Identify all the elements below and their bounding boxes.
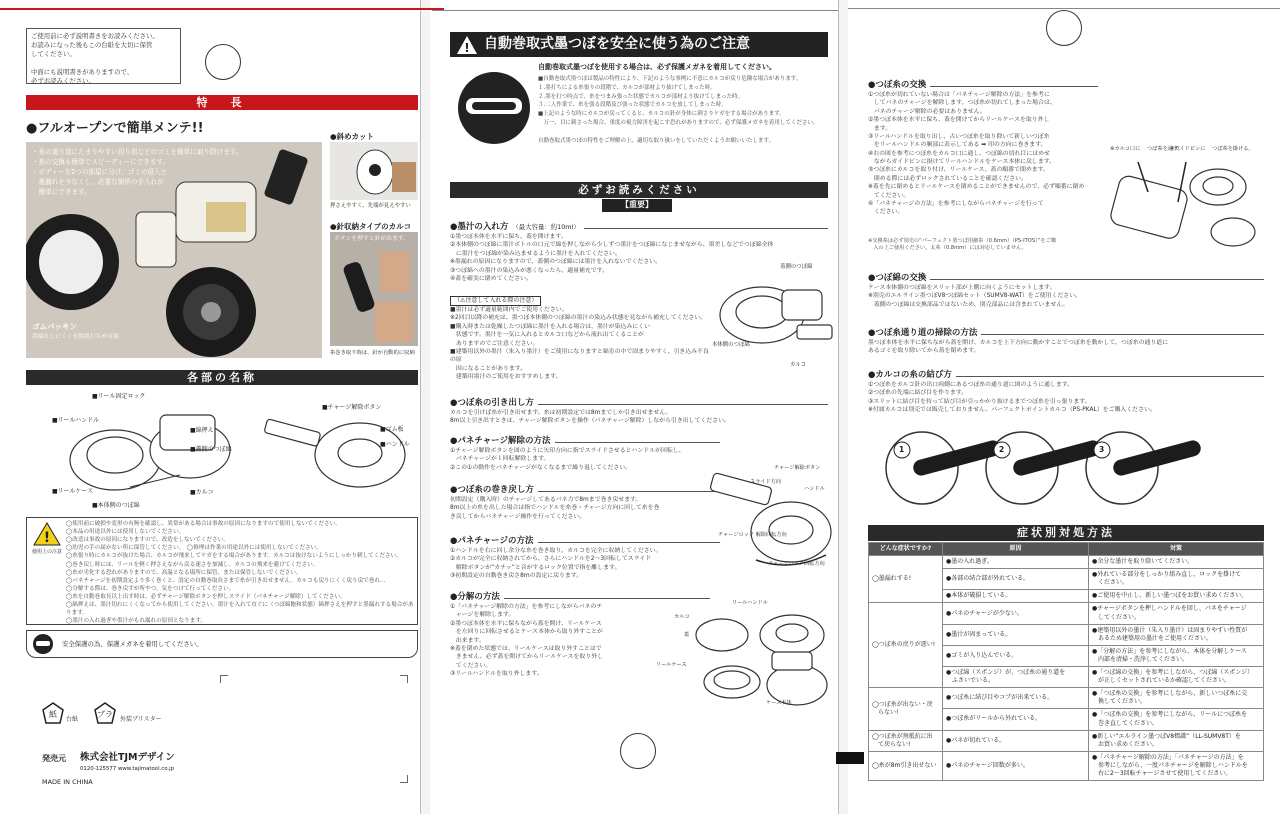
disassembly-diagram [682,600,832,710]
right-panel [848,0,1280,814]
s2-body: カルコを引けば糸が引き出せます。糸は初期設定では8mまでしか引き出せません。 8m以上引き出すときは、チャージ解除ボタンを操作（パネチャージ解除）しながら引き出してください。 [450,410,730,425]
part-label-handle: ■ハンドル [380,441,410,448]
important-label: 【重要】 [602,199,672,212]
r4-body: ①つぼ糸をカルコ針の出口両側にあるつぼ糸の通り道に図のように通します。 ②つぼ糸の先端に結び目を作ります。 ③スリットに結び目を持って結び目が引っかかり抜けるまでつぼ糸を引っ張ります。 ※付属カルコは別売では販売しておりません。パーフェクトポイントカルコ（PS-PKAL）をご購入ください。 [868,382,1156,414]
label-lid: 蓋 [684,632,690,638]
seller-name: 株式会社TJMデザイン [80,752,175,763]
s3-body: ①チャージ解除ボタンを図のように矢印方向に指でスライドさせるとハンドルが回転し、 パネチャージが１回転解除します。 ②この①の動作をパネチャージがなくなるまで繰り返してください。 [450,448,685,471]
part-label-karuko: ■カルコ [190,489,214,496]
s3-heading: ●パネチャージ解除の方法 [450,436,720,447]
middle-panel [432,0,848,814]
safety-title-bar [450,32,828,57]
label-karuko2: カルコ [674,614,690,620]
s6-body: ①「パネチャージ解除の方法」を参考にしながらパネのチ ャージを解除します。 ②墨つぼ本体を水平に保ちながら蓋を開け、リールケース を左回りに回転させるとケース本体から取り外すことが 出来ます。 ※蓋を閉めた状態では、リールケースは取り外すことはで きません。必ず蓋を開けてからリールケースを取り外し てください。 ③リールハンドルを取り外します。 [450,604,603,677]
label-charge-lock-rot: チャージロック回転方向 [768,561,825,567]
s5-heading: ●パネチャージの方法 [450,536,720,547]
features-header: 特 長 [26,95,418,110]
label-lid-wool: 蓋側のつぼ綿 [780,264,813,270]
feature-bullets: ・糸の通り道にたまりやすい切り屑などのゴミを簡単に取り除けます。 ・糸の交換も簡単でスピーディーにできます。 ・ボディーを2つの部屋に分け、ゴミの侵入と 墨漏れを少なくし、必要な箇所の手入れが 簡単にできます。 [32,148,243,196]
glasses-notice: 安全保護の為、保護メガネを着用してください。 [62,640,203,648]
rubber-packing-sub: 墨漏れしにくく長期墨打ちが可能 [32,334,119,340]
cause-cell: ●ゴミが入り込んでいる。 [943,645,1089,666]
label-karuko-thread: ※カルコ口に つぼ糸を通す。 [1110,146,1184,152]
parts-header: 各部の名称 [26,370,418,385]
needle-note: 糸巻き取り時は、針が自動的に収納 [330,350,415,356]
trouble-table-header [869,543,1264,556]
trouble-header: 症状別対処方法 [868,525,1264,541]
fix-cell: ●「分解の方法」を参考にしながら、本体を分解しケース 内部を清掃・洗浄してください。 [1089,645,1264,666]
symptom-cell: ◯つぼ糸の戻りが悪い! [869,603,943,688]
diagonal-cut-photo [330,142,418,200]
table-row [869,688,1264,709]
s1-body: ①墨つぼ本体を水平に保ち、蓋を開けます。 ②本体側のつぼ綿に墨汁ボトルの口元で綿を押しながら少しずつ墨汁をつぼ綿になじませながら、墨差しなどでつぼ綿全体 に墨汁をつぼ綿が染み込ませるように墨汁を入れてください。 ※墨漏れの原因になりますので、蓋側のつぼ綿には墨汁を入れないでください。 ③つぼ綿への墨汁の染込みが悪くなったら、適量補充です。 ④蓋を確実に閉めてください。 [450,234,774,282]
middle-fold-edge [838,0,848,814]
fix-cell: ●余分な墨汁を取り除いてください。 [1089,556,1264,569]
table-row [869,730,1264,751]
label-case-body: ケース本体 [766,700,792,706]
s1-caution: ■墨汁は必ず適量範囲内でご使用ください。 ※2回目以降の補充は、墨つぼ本体側のつぼ綿の墨汁の染込み状態を見ながら補充してください。 ■購入時または乾燥したつぼ綿に墨汁を入れる場合は、墨汁が染込みにくい 状態です。墨汁を一気に入れるとカルコ口などから流れ出てくることが ありますのでご注意ください。 ■建築用以外の墨汁（朱入り墨汁）をご使用になりますと綿室の中で固まりやすく、引き込み不良の原 因になることがあります。 建築用墨汁のご使用をおすすめします。 [450,307,709,380]
s4-heading: ●つぼ糸の巻き戻し方 [450,485,720,496]
paper-recycle-icon [42,702,64,724]
symptom-cell: ◯つぼ糸が出ない・戻 らない! [869,688,943,730]
fix-cell: ●外れている部分をしっかり組み直し、ロックを掛けて ください。 [1089,569,1264,590]
cause-cell: ●各部の結合部が外れている。 [943,569,1089,590]
thread-replace-diagram [1108,162,1258,252]
label-reel-handle: リールハンドル [732,600,768,606]
plastic-recycle-icon [94,702,116,724]
fix-cell: ●新しい“エルライン墨つぼV8標識”（LL-SUMV8T）を お買い求めください。 [1089,730,1264,751]
top-left-dark-bar [0,8,444,10]
r4-heading: ●カルコの糸の結び方 [868,370,1264,381]
hanging-hole [205,44,241,80]
symptom-cell: ◯糸が8m引き出せない [869,751,943,780]
diagonal-cut-title: ●斜めカット [330,132,374,141]
made-in: MADE IN CHINA [42,778,93,786]
middle-top-line [432,10,838,11]
ink-diagram [712,270,836,370]
usage-notice-box: ご使用前に必ず説明書きをお読みください。 お読みになった後もこの台紙を大切に保管 してください。 中面にも説明書きがありますので、 必ずお読みください。 [26,28,181,84]
s1-heading: ●墨汁の入れ方 （最大容量：約10ml） [450,222,828,233]
label-handle: ハンドル [804,486,825,492]
r2-body: ケース本体側のつぼ綿をスリット部が上側に向くようにセットします。 ※別売のエルライン墨つぼV8つぼ綿セット（SUMV8-WAT）をご使用ください。 蓋側のつぼ綿は交換部品ではないため、別売部品には含まれていません。 [868,285,1081,308]
rubber-packing-label: ゴムパッキン [32,322,77,331]
fix-cell: ●ご使用を中止し、新しい墨つぼをお買い求めください。 [1089,590,1264,603]
label-body-wool: 本体側のつぼ綿 [712,342,750,348]
r3-body: 墨つぼ本体を水平に保ちながら蓋を開け、カルコを上下方向に動かすことでつぼ糸を動かして、つぼ糸の通り道に あるゴミを取り除いてから蓋を閉めます。 [868,340,1169,355]
s6-heading: ●分解の方法 [450,592,710,603]
mask-notice: 自動巻取式墨つぼを使用する場合は、必ず保護メガネを着用してください。 [538,63,776,71]
cause-cell: ●パネのチャージ回数が多い。 [943,751,1089,780]
cause-cell: ●墨の入れ過ぎ。 [943,556,1089,569]
warning-icon [32,522,62,556]
part-label-charge-release: ■チャージ解除ボタン [322,404,382,411]
registration-mark [836,752,864,764]
crop-mark [400,675,408,683]
warning-label: 使用上の注意 [32,549,63,556]
must-read-bar: 必ずお読みください [450,182,828,198]
needle-photo [330,232,418,346]
trouble-table-wrap [868,542,1264,781]
knot-step-3: 3 [1099,445,1105,454]
fix-cell: ●「つぼ綿の交換」を参考にしながら、つぼ綿（スポンジ） が正しくセットされているか確認してください。 [1089,667,1264,688]
seller-label: 発売元 [42,754,66,763]
hanging-hole [620,733,656,769]
crop-mark [400,775,408,783]
r3-heading: ●つぼ糸通り道の掃除の方法 [868,328,1264,339]
needle-illustration [330,232,418,346]
col-symptom: どんな症状ですか? [869,543,943,556]
cause-cell: ●つぼ綿（スポンジ）が、つぼ糸の通り道を ふさいでいる。 [943,667,1089,688]
left-panel [0,0,432,814]
diagonal-cut-illustration [330,142,418,200]
table-row [869,603,1264,624]
s5-body: ①ハンドルを右に回し余分な糸を巻き取り、カルコを完全に収納してください。 ②カルコが完全に収納されてから、さらにハンドルを2〜3回転してスライド 解除ボタンが“カチッ”と音がするロック位置で指を離します。 ③初期設定の自動巻き戻さ8mの設定に戻ります。 [450,548,662,580]
fix-cell: ●チャージボタンを押しハンドルを回し、パネをチャージ してください。 [1089,603,1264,624]
s1-caution-title: （⚠注意して入れる際の注意） [450,296,541,306]
trouble-table-body [869,556,1264,781]
label-slide: スライド方向 [750,479,781,485]
svg-text:!: ! [464,40,470,55]
mask-body: ■自動巻取式墨つぼは製品の特性により、下記のような事例に不意にカルコが戻り危険な場合があります。 １.墨打ちによる糸張りの段階で、カルコが部材より抜けてしまった時。 ２.墨を打つ時点で、糸をつまみ張った状態でカルコが部材より抜けてしまった時。 ３.二人作業で、糸を張る段階及び張った状態でカルコを放してしまった時。 ■上記のような時にカルコが戻ってくると、カルコの針が身体に刺さりケガをする場合があります。 万一、目に刺さった場合、重度の視力障害を起こす恐れがありますので、必ず保護メガネを着用してください。 自動巻取式墨つぼの特性をご理解の上、適切な取り扱いをしていただくようお願いいたします。 [538,76,819,144]
protective-glasses-icon [456,70,532,146]
symptom-cell: ◯つぼ糸が無抵抗に出 て戻らない! [869,730,943,751]
col-fix: 対策 [1089,543,1264,556]
table-row [869,556,1264,569]
part-label-rubber-plate: ■ゴム板 [380,426,404,433]
s4-body: 初期設定（購入時）のチャージしてあるパネ力で8mまで巻き戻せます。 8m以上の糸を出した場合は指でハンドルを糸巻・チャージ方向に回して糸を巻 き戻してからパネチャージ操作を行ってください。 [450,497,660,520]
part-label-reel-case: ■リールケース [52,488,94,495]
svg-text:プラ: プラ [97,710,113,719]
label-release-btn: チャージ解除ボタン [774,465,821,471]
cause-cell: ●つぼ糸がリールから外れている。 [943,709,1089,730]
cause-cell: ●つぼ糸に結び目やコブが出来ている。 [943,688,1089,709]
label-charge-lock: チャージロック 解除回転方向 [718,532,787,538]
needle-sub: ボタンを押すと針が出ます。 [334,236,409,242]
label-reel-case: リールケース [656,662,687,668]
fix-cell: ●「つぼ糸の交換」を参考にしながら、リールにつぼ糸を 巻き直してください。 [1089,709,1264,730]
label-guide-pin: ※ガイドピンに つぼ糸を掛ける。 [1170,146,1254,152]
cause-cell: ●本体が破損している。 [943,590,1089,603]
r1-body: ①つぼ糸が切れていない場合は「パネチャージ解除の方法」を参考に してパネのチャージを解除します。つぼ糸が切れてしまった場合は、 パネのチャージ解除の必要はありません。 ②墨つぼ本体を水平に保ち、蓋を開けてからリールケースを取り外し ます。 ③リールハンドルを取り出し、古いつぼ糸を取り除いて新しいつぼ糸 をリールハンドルの胴部に表示してある ➡ 印の方向に巻きます。 ④右の図を参考につぼ糸をカルコ口に通し、つぼ綿の切れ目にはめせ ながらガイドピンに掛けてリールハンドルをケース本体に戻します。 ⑤つぼ糸にカルコを取り付け、リールケース、蓋の順番で閉めます。 閉める際には必ずロックされていることを確認ください。 ※蓋を先に閉めるとリールケースを閉めることができませんので、必ず順番に閉め てください。 ⑥「パネチャージの方法」を参考にしながらパネチャージを行って ください。 [868,92,1085,216]
hanging-hole [1046,10,1082,46]
part-label-body-wool: ■本体側のつぼ綿 [92,502,140,509]
knot-step-2: 2 [999,445,1005,454]
fix-cell: ●「パネチャージ解除の方法」「パネチャージの方法」を 参考にしながら、一度パネチャージを解除しハンドルを 右に2〜3回転チャージさせて使用してください。 [1089,751,1264,780]
r2-heading: ●つぼ綿の交換 [868,273,1264,284]
fix-cell: ●建築用以外の墨汁（朱入り墨汁）は固まりやすい性質が あるため建築用の墨汁をご使用ください。 [1089,624,1264,645]
safety-glasses-icon [32,633,54,655]
r1-heading: ●つぼ糸の交換 [868,80,1098,91]
cause-cell: ●パネのチャージが少ない。 [943,603,1089,624]
knot-step-1: 1 [899,445,905,454]
symptom-cell: ◯墨漏れする! [869,556,943,603]
label-karuko: カルコ [790,362,807,368]
part-label-reel-handle: ■リールハンドル [52,417,100,424]
s2-heading: ●つぼ糸の引き出し方 [450,398,828,409]
warnings-text: ◯使用前に破損や変形の有無を確認し、異常がある場合は事故の原因になりますので使用しないでください。 ◯本品の用途以外には使用しないでください。 ◯改造は事故の原因になりますので、改造をしないでください。 ◯幼児の手の届かない所に保管してください。 ◯修理は作業の用途以外には使用しないでください。 ◯糸張り時にカルコが抜けた場合、カルコが飛来してケガをする場合があります。カルコは抜けないようにしっかり刺してください。 ◯巻き戻し時には、リールを軽く押さえながら戻る速さを加減し、カルコの飛来を避けてください。 ◯糸が劣化する恐れがありますので、高温となる場所に保管、または保管しないでください。 ◯パネチャージを初期設定より多く巻くと、設定の自動巻取長さまで糸が引き出せません。カルコも戻りにくく戻り戻で巻れ... ◯分解する際は、巻き戻すが所やつ、気をつけて行ってください。 ◯糸を自動巻取長以上出す時は、必ずチャージ解除ボタンを押しスライド（パネチャージ解除）してください。 ◯綿押えは、墨汁切れにくくなってから使用してください。墨汁を入れて直ぐに（つぼ綿飽和状態）綿押さえを押すと墨漏れする場合があります。 ◯墨汁の入れ過ぎや墨汁がもれ漏れの原因となります。 [66,521,414,624]
left-fold-edge [420,0,430,814]
recycle-label-paper: 台紙 [66,716,79,723]
feature-heading: ●フルオープンで簡単メンテ!! [26,121,204,136]
fix-cell: ●「つぼ糸の交換」を参考にしながら、新しいつぼ糸に交 換してください。 [1089,688,1264,709]
cause-cell: ●墨汁が固まっている。 [943,624,1089,645]
part-label-reel-lock: ■リール固定ロック [92,393,146,400]
cause-cell: ●パネが切れている。 [943,730,1089,751]
part-label-wool-press: ■綿押え [190,427,214,434]
diagonal-cut-sub: 押さえやすく、先端が見えやすい [330,203,411,209]
knot-steps-diagram [882,430,1262,510]
col-cause: 原因 [943,543,1089,556]
table-row [869,751,1264,780]
svg-text:紙: 紙 [49,710,57,719]
crop-mark [220,675,228,683]
svg-text:!: ! [43,530,51,546]
part-label-lid-wool: ■蓋側のつぼ綿 [190,446,232,453]
recycle-label-blister: 外装ブリスター [120,716,162,723]
seller-contact: 0120-125577 www.tajimatool.co.jp [80,766,175,772]
trouble-table [868,542,1264,781]
safety-title: 自動巻取式墨つぼを安全に使う為のご注意 [484,36,750,53]
r1-note: ※交換糸は必ず別売の“パーフェクト墨つぼ用細糸（0.6mm）（PS-ITOS）”をご購 入の上ご使用ください。太糸（0.8mm）には対応していません。 [868,238,1056,252]
right-top-line [848,8,1280,9]
caution-triangle-icon [456,35,478,55]
needle-title: ●針収納タイプのカルコ [330,222,412,231]
